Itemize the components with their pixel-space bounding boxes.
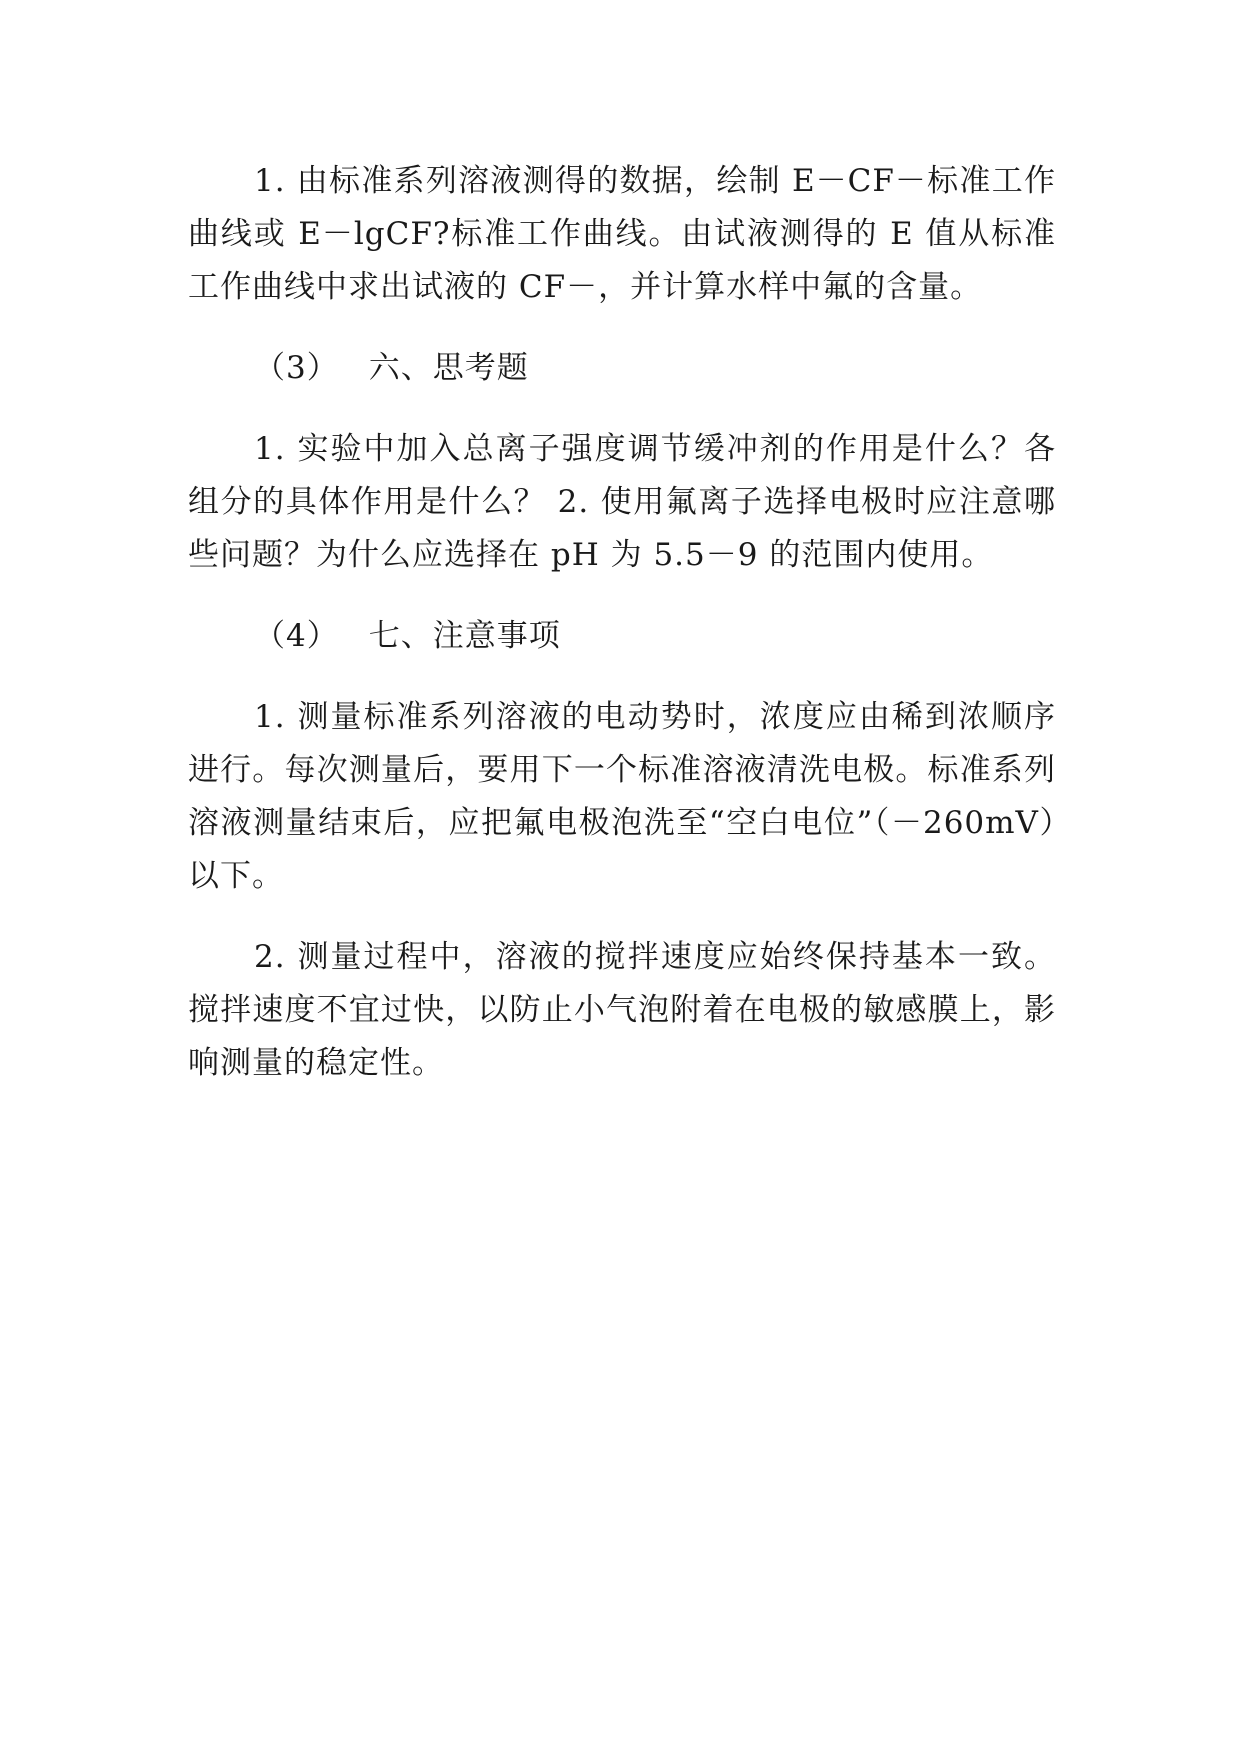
paragraph-note-2: 2. 测量过程中，溶液的搅拌速度应始终保持基本一致。搅拌速度不宜过快，以防止小气泡附着在电极的敏感膜上，影响测量的稳定性。: [188, 939, 1056, 1081]
paragraph-note-1: 1. 测量标准系列溶液的电动势时，浓度应由稀到浓顺序进行。每次测量后，要用下一个标准溶液清洗电极。标准系列溶液测量结束后，应把氟电极泡洗至“空白电位”（－260mV）以下。: [188, 699, 1056, 894]
document-body: [188, 155, 1056, 1118]
section-number: （4）: [254, 618, 339, 654]
paragraph-questions: 1. 实验中加入总离子强度调节缓冲剂的作用是什么？各组分的具体作用是什么？ 2. 使用氟离子选择电极时应注意哪些问题？为什么应选择在 pH 为 5.5－9 的范围内使用。: [188, 431, 1056, 573]
section-title: 七、注意事项: [368, 618, 561, 654]
paragraph-results-processing: 1. 由标准系列溶液测得的数据，绘制 E－CF－标准工作曲线或 E－lgCF?标准工作曲线。由试液测得的 E 值从标准工作曲线中求出试液的 CF－，并计算水样中氟的含量。: [188, 163, 1056, 305]
section-number: （3）: [254, 350, 339, 386]
section-heading-notes: [188, 610, 1056, 663]
section-title: 六、思考题: [368, 350, 529, 386]
section-heading-questions: [188, 342, 1056, 395]
